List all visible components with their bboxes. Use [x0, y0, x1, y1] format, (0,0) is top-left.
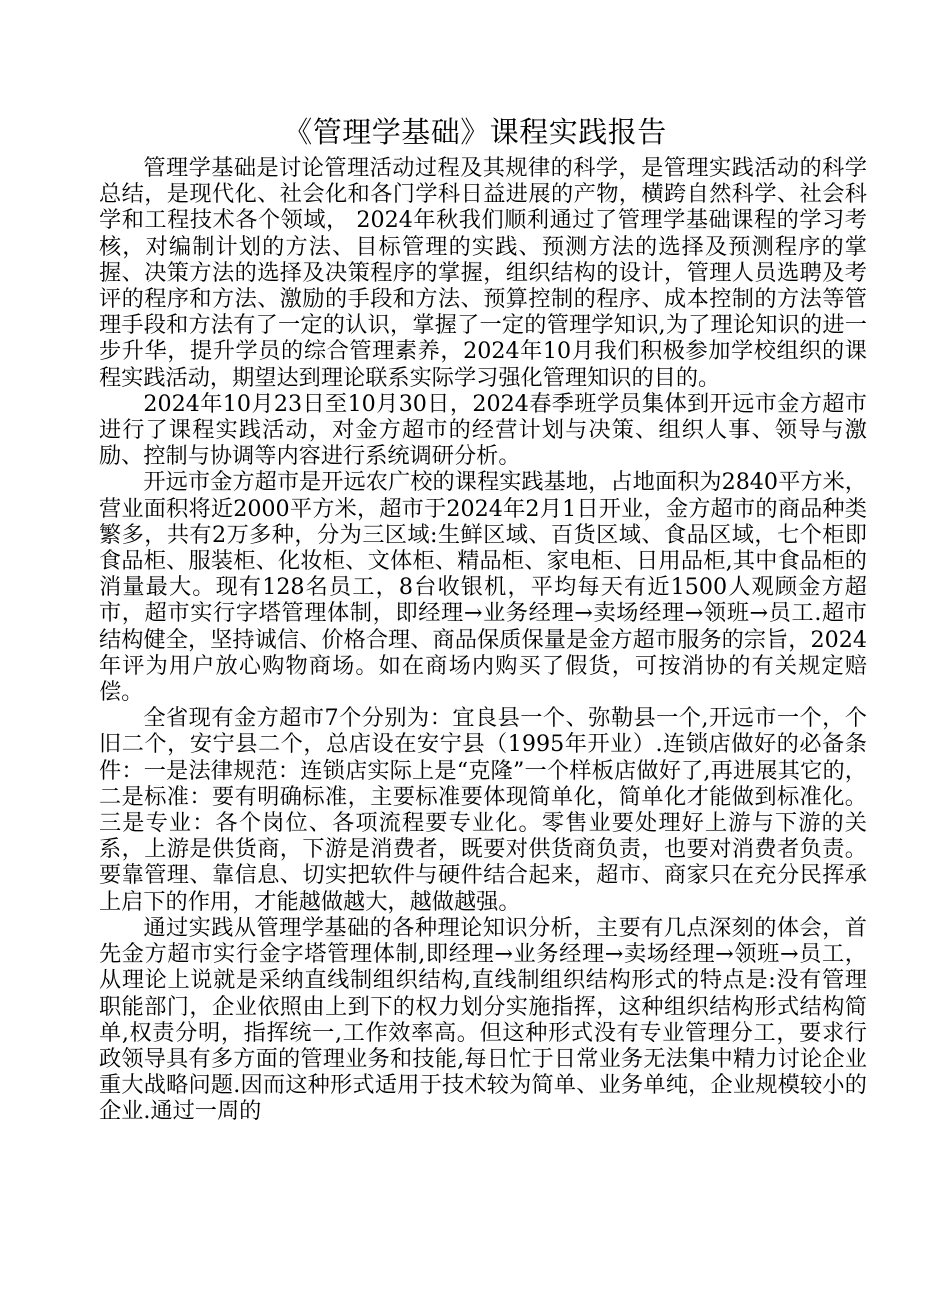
paragraph-supermarket-overview: 开远市金方超市是开远农广校的课程实践基地，占地面积为2840平方米，营业面积将近2000平方米，超市于2024年2月1日开业，金方超市的商品种类繁多，共有2万多种，分为三区域:生鲜区域、百货区域、食品区域，七个柜即食品柜、服装柜、化妆柜、文体柜、精品柜、家电柜、日用品柜,其中食品柜的消量最大。现有128名员工，8台收银机，平均每天有近1500人观顾金方超市，超市实行字塔管理体制，即经理→业务经理→卖场经理→领班→员工.超市结构健全，坚持诚信、价格合理、商品保质保量是金方超市服务的宗旨，2024年评为用户放心购物商场。如在商场内购买了假货，可按消协的有关规定赔偿。: [99, 469, 867, 706]
paragraph-introduction: 管理学基础是讨论管理活动过程及其规律的科学，是管理实践活动的科学总结，是现代化、社会化和各门学科日益进展的产物，横跨自然科学、社会科学和工程技术各个领域， 2024年秋我们顺利通过了管理学基础课程的学习考核，对编制计划的方法、目标管理的实践、预测方法的选择及预测程序的掌握、决策方法的选择及决策程序的掌握，组织结构的设计，管理人员选聘及考评的程序和方法、激励的手段和方法、预算控制的程序、成本控制的方法等管理手段和方法有了一定的认识，掌握了一定的管理学知识,为了理论知识的进一步升华，提升学员的综合管理素养，2024年10月我们积极参加学校组织的课程实践活动，期望达到理论联系实际学习强化管理知识的目的。: [99, 155, 867, 391]
document-body: [99, 155, 867, 1125]
document-title: 《管理学基础》课程实践报告: [283, 115, 667, 149]
paragraph-activity-dates: 2024年10月23日至10月30日，2024春季班学员集体到开远市金方超市进行了课程实践活动，对金方超市的经营计划与决策、组织人事、领导与激励、控制与协调等内容进行系统调研分析。: [99, 390, 867, 470]
paragraph-reflection: 通过实践从管理学基础的各种理论知识分析，主要有几点深刻的体会，首先金方超市实行金字塔管理体制,即经理→业务经理→卖场经理→领班→员工，从理论上说就是采纳直线制组织结构,直线制组织结构形式的特点是:没有管理职能部门，企业依照由上到下的权力划分实施指挥，这种组织结构形式结构简单,权责分明，指挥统一,工作效率高。但这种形式没有专业管理分工，要求行政领导具有多方面的管理业务和技能,每日忙于日常业务无法集中精力讨论企业重大战略问题.因而这种形式适用于技术较为简单、业务单纯，企业规模较小的企业.通过一周的: [99, 914, 867, 1125]
paragraph-chain-stores: 全省现有金方超市7个分别为：宜良县一个、弥勒县一个,开远市一个，个旧二个，安宁县二个，总店设在安宁县（1995年开业）.连锁店做好的必备条件：一是法律规范：连锁店实际上是“克隆”一个样板店做好了,再进展其它的，二是标准：要有明确标准，主要标准要体现简单化，简单化才能做到标准化。三是专业：各个岗位、各项流程要专业化。零售业要处理好上游与下游的关系，上游是供货商，下游是消费者，既要对供货商负责，也要对消费者负责。要靠管理、靠信息、切实把软件与硬件结合起来，超市、商家只在充分民挥承上启下的作用，才能越做越大，越做越强。: [99, 705, 867, 915]
